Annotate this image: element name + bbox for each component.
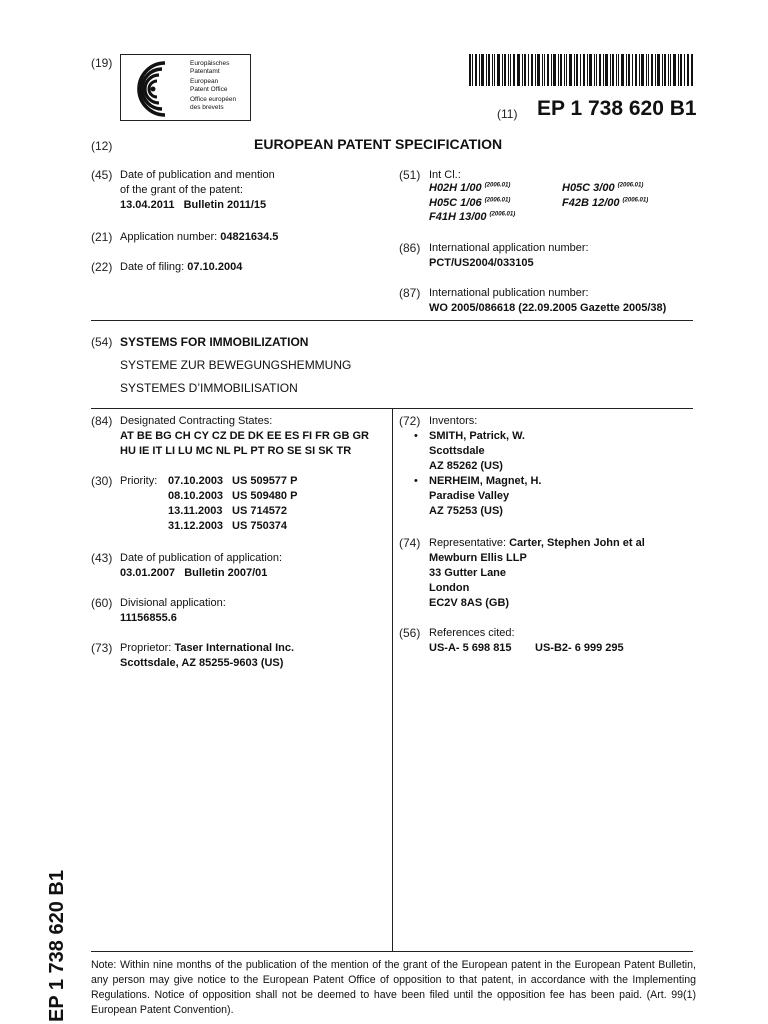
reference-entry: US-B2- 6 999 295 — [535, 642, 624, 654]
logo-line: Europäisches — [190, 60, 230, 67]
inid-code-73: (73) — [91, 641, 113, 655]
inventors-label: Inventors: — [429, 415, 478, 427]
epo-logo — [120, 54, 251, 121]
logo-line: Patent Office — [190, 85, 228, 93]
inventor-name: NERHEIM, Magnet, H. — [429, 475, 542, 487]
application-number-label: Application number: — [120, 231, 218, 243]
representative-block — [429, 536, 645, 611]
side-publication-number: EP 1 738 620 B1 — [46, 870, 68, 1022]
int-cl-class: H05C 1/06 $^{(2006.01)}$ — [429, 197, 511, 209]
grant-publication-label: Date of publication and mention — [120, 169, 275, 181]
international-application-label: International application number: — [429, 242, 589, 254]
divisional-label: Divisional application: — [120, 597, 226, 609]
inventor-city: Scottsdale — [429, 445, 485, 457]
reference-entry: US-A- 5 698 815 — [429, 642, 512, 654]
title-french: SYSTEMES D’IMMOBILISATION — [120, 381, 298, 395]
application-publication-label: Date of publication of application: — [120, 552, 283, 564]
opposition-note: Note: Within nine months of the publication of the mention of the grant of the European patent in the European Patent Bulletin, any person may give notice to the European Patent Office of opposition to that patent, in accordance with the Implementing Regulations. Notice of opposition shall not be deemed to have been filed until the opposition fee has been paid. (Art. 99(1) European Patent Convention). — [91, 959, 696, 1016]
document-type-title: EUROPEAN PATENT SPECIFICATION — [254, 136, 503, 152]
int-cl-classes — [429, 182, 699, 227]
application-number-row — [120, 230, 278, 245]
references-label: References cited: — [429, 627, 515, 639]
inid-code-11: (11) — [497, 107, 518, 121]
representative-label: Representative: — [429, 537, 507, 549]
proprietor-label: Proprietor: — [120, 642, 172, 654]
epo-logo-icon — [127, 59, 183, 117]
inid-code-87: (87) — [399, 286, 421, 300]
inid-code-60: (60) — [91, 596, 113, 610]
inid-code-86: (86) — [399, 241, 421, 255]
divisional-block — [120, 596, 226, 626]
title-german: SYSTEME ZUR BEWEGUNGSHEMMUNG — [120, 358, 352, 372]
inid-code-30: (30) — [91, 474, 113, 488]
priority-entry: 07.10.2003 US 509577 P — [168, 475, 298, 487]
inventor-entry — [429, 474, 541, 519]
application-number-value: 04821634.5 — [220, 231, 279, 243]
inid-code-12: (12) — [91, 139, 113, 153]
international-application-block — [429, 241, 589, 271]
int-cl-class: F42B 12/00 $^{(2006.01)}$ — [562, 197, 649, 209]
application-publication-value: 03.01.2007 Bulletin 2007/01 — [120, 567, 268, 579]
representative-name: Carter, Stephen John et al — [509, 537, 645, 549]
barcode-image — [469, 54, 693, 86]
representative-address-line: EC2V 8AS (GB) — [429, 597, 510, 609]
inid-code-54: (54) — [91, 335, 113, 349]
inventor-bullet: • — [414, 475, 418, 487]
divisional-value: 11156855.6 — [120, 612, 177, 624]
inid-code-56: (56) — [399, 626, 421, 640]
int-cl-class: H05C 3/00 $^{(2006.01)}$ — [562, 182, 644, 194]
application-publication-block — [120, 551, 282, 581]
inid-code-19: (19) — [91, 56, 113, 70]
epo-logo-text — [190, 60, 236, 111]
grant-publication-label: of the grant of the patent: — [120, 184, 243, 196]
representative-address-line: Mewburn Ellis LLP — [429, 552, 527, 564]
inid-code-45: (45) — [91, 168, 113, 182]
inventor-name: SMITH, Patrick, W. — [429, 430, 525, 442]
inid-code-72: (72) — [399, 414, 421, 428]
designated-states-list: HU IE IT LI LU MC NL PL PT RO SE SI SK TR — [120, 445, 352, 457]
divider-line — [91, 951, 693, 952]
inventor-entry — [429, 429, 525, 474]
priority-entry: 31.12.2003 US 750374 — [168, 520, 288, 532]
filing-date-label: Date of filing: — [120, 261, 185, 273]
column-divider — [392, 408, 393, 951]
inid-code-84: (84) — [91, 414, 113, 428]
inid-code-51: (51) — [399, 168, 421, 182]
publication-number: EP 1 738 620 B1 — [537, 97, 697, 120]
priority-entry: 08.10.2003 US 509480 P — [168, 490, 298, 502]
logo-line: des brevets — [190, 103, 224, 111]
logo-line: Patentamt — [190, 67, 220, 75]
proprietor-name: Taser International Inc. — [174, 642, 295, 654]
priority-list — [168, 474, 297, 534]
inventor-zip: AZ 75253 (US) — [429, 505, 503, 517]
designated-states-list: AT BE BG CH CY CZ DE DK EE ES FI FR GB GR — [120, 430, 369, 442]
inid-code-21: (21) — [91, 230, 113, 244]
international-publication-label: International publication number: — [429, 287, 589, 299]
priority-label: Priority: — [120, 475, 158, 487]
logo-line: Office européen — [190, 96, 237, 103]
int-cl-class: H02H 1/00 $^{(2006.01)}$ — [429, 182, 511, 194]
representative-address-line: 33 Gutter Lane — [429, 567, 507, 579]
grant-publication-block — [120, 168, 275, 213]
int-cl-label: Int Cl.: — [429, 169, 461, 181]
filing-date-row — [120, 260, 242, 275]
proprietor-block — [120, 641, 294, 671]
filing-date-value: 07.10.2004 — [187, 261, 243, 273]
inventor-zip: AZ 85262 (US) — [429, 460, 503, 472]
inid-code-74: (74) — [399, 536, 421, 550]
references-block — [429, 626, 624, 656]
divider-line — [91, 320, 693, 321]
inventor-city: Paradise Valley — [429, 490, 510, 502]
logo-line: European — [190, 78, 219, 85]
international-publication-block — [429, 286, 666, 316]
grant-publication-value: 13.04.2011 Bulletin 2011/15 — [120, 199, 267, 211]
inid-code-43: (43) — [91, 551, 113, 565]
designated-states-label: Designated Contracting States: — [120, 415, 273, 427]
int-cl-class: F41H 13/00 $^{(2006.01)}$ — [429, 211, 516, 223]
inventor-bullet: • — [414, 430, 418, 442]
proprietor-address: Scottsdale, AZ 85255-9603 (US) — [120, 657, 284, 669]
representative-address-line: London — [429, 582, 470, 594]
inid-code-22: (22) — [91, 260, 113, 274]
title-english: SYSTEMS FOR IMMOBILIZATION — [120, 335, 309, 349]
priority-entry: 13.11.2003 US 714572 — [168, 505, 288, 517]
designated-states-block — [120, 414, 369, 459]
international-publication-value: WO 2005/086618 (22.09.2005 Gazette 2005/38) — [429, 302, 667, 314]
international-application-value: PCT/US2004/033105 — [429, 257, 534, 269]
